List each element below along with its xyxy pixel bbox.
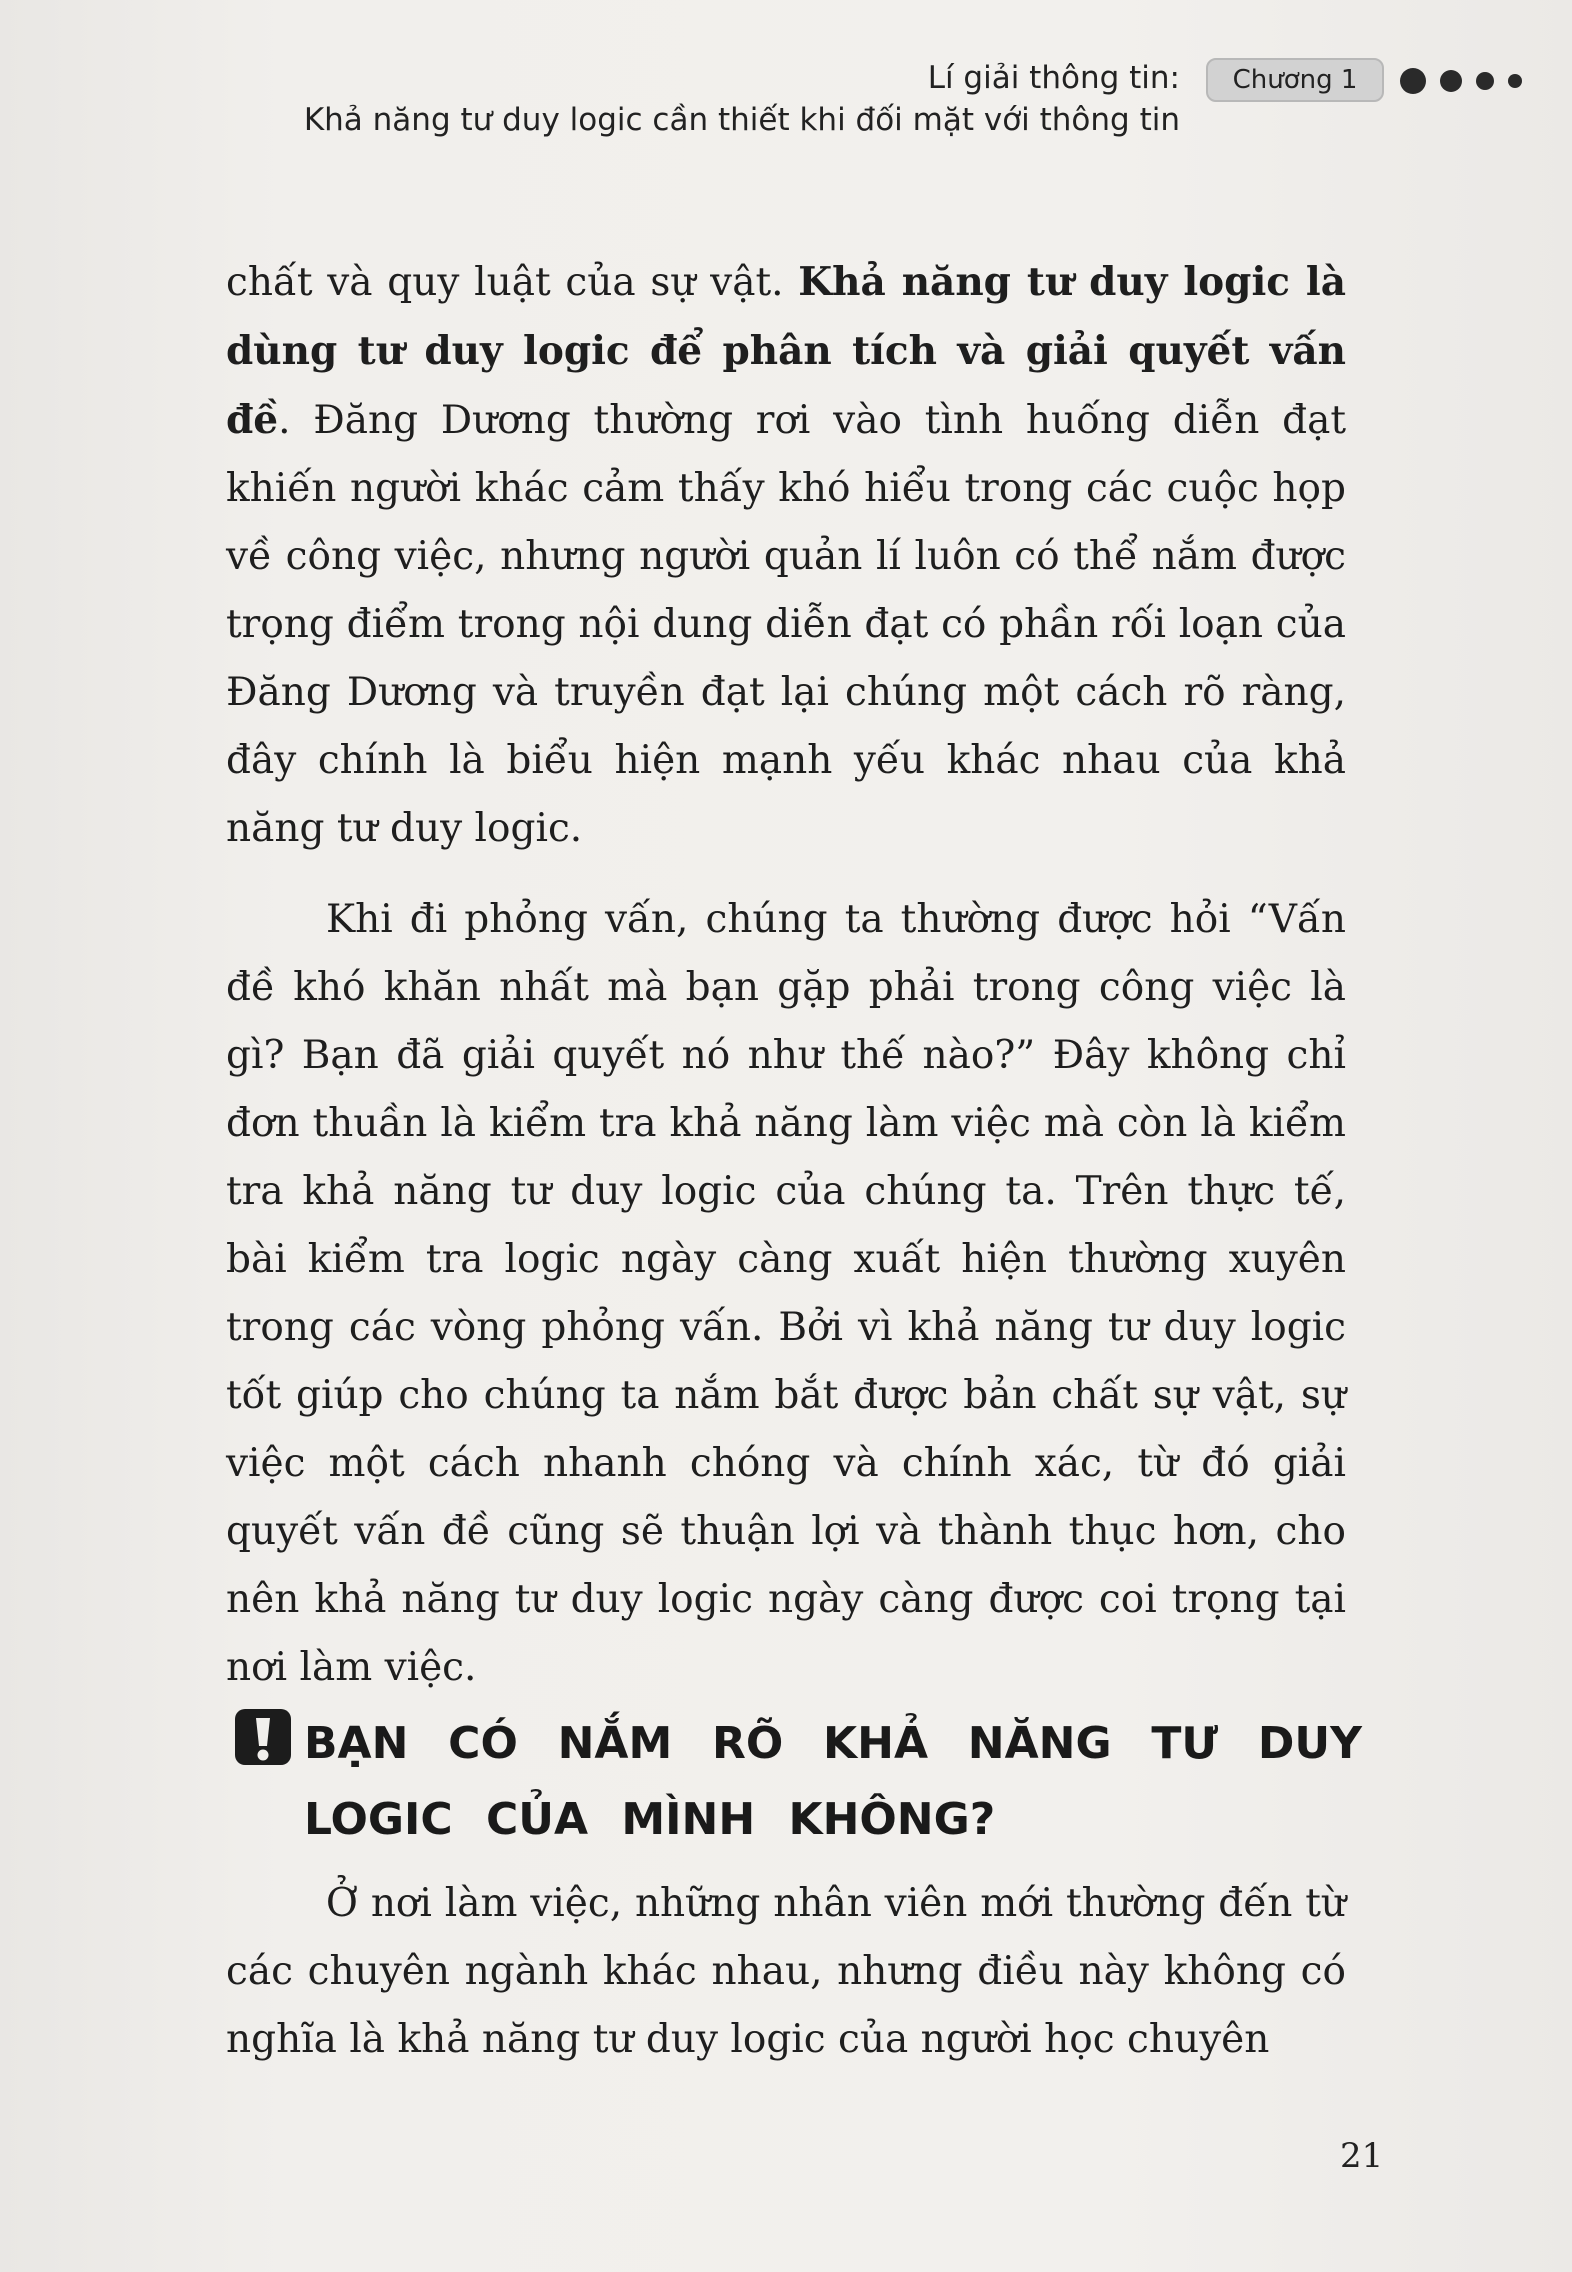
paragraph-3 — [226, 1870, 1346, 2074]
exclamation-icon — [232, 1706, 294, 1768]
paragraph-1-bold: Khả năng tư duy logic là dùng tư duy logic để phân tích và giải quyết vấn đề — [226, 259, 1346, 443]
paragraph-1-lead: chất và quy luật của sự vật. — [226, 260, 799, 305]
section-heading-text: BẠN CÓ NẮM RÕ KHẢ NĂNG TƯ DUY LOGIC CỦA MÌNH KHÔNG? — [304, 1718, 1362, 1845]
page-number: 21 — [1340, 2136, 1384, 2176]
paragraph-3-text: Ở nơi làm việc, những nhân viên mới thường đến từ các chuyên ngành khác nhau, nhưng điều này không có nghĩa là khả năng tư duy logic của người học chuyên — [226, 1881, 1346, 2062]
paragraph-2 — [226, 886, 1346, 1702]
chapter-badge: Chương 1 — [1206, 58, 1384, 102]
header-title: Lí giải thông tin: — [927, 60, 1180, 96]
paragraph-1-rest: . Đăng Dương thường rơi vào tình huống diễn đạt khiến người khác cảm thấy khó hiểu trong các cuộc họp về công việc, nhưng người quản lí luôn có thể nắm được trọng điểm trong nội dung diễn đạt có phần rối loạn của Đăng Dương và truyền đạt lại chúng một cách rõ ràng, đây chính là biểu hiện mạnh yếu khác nhau của khả năng tư duy logic. — [226, 398, 1346, 851]
running-header — [0, 52, 1572, 152]
paragraph-1 — [226, 248, 1346, 863]
paragraph-2-text: Khi đi phỏng vấn, chúng ta thường được hỏi “Vấn đề khó khăn nhất mà bạn gặp phải trong công việc là gì? Bạn đã giải quyết nó như thế nào?” Đây không chỉ đơn thuần là kiểm tra khả năng làm việc mà còn là kiểm tra khả năng tư duy logic của chúng ta. Trên thực tế, bài kiểm tra logic ngày càng xuất hiện thường xuyên trong các vòng phỏng vấn. Bởi vì khả năng tư duy logic tốt giúp cho chúng ta nắm bắt được bản chất sự vật, sự việc một cách nhanh chóng và chính xác, từ đó giải quyết vấn đề cũng sẽ thuận lợi và thành thục hơn, cho nên khả năng tư duy logic ngày càng được coi trọng tại nơi làm việc. — [226, 897, 1346, 1690]
header-subtitle: Khả năng tư duy logic cần thiết khi đối mặt với thông tin — [303, 102, 1180, 138]
